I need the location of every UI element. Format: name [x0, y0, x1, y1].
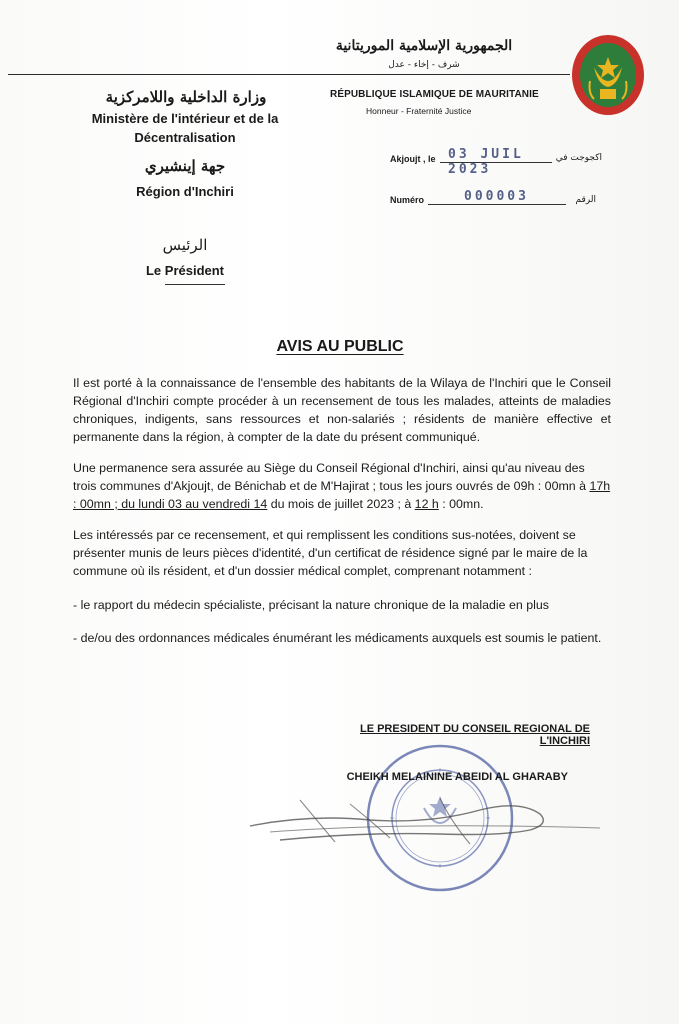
signatory-name: CHEIKH MELAININE ABEIDI AL GHARABY [346, 771, 568, 783]
region-arabic: جهة إينشيري [144, 157, 226, 175]
ministry-french-line1: Ministère de l'intérieur et de la [91, 111, 279, 126]
notice-paragraph-3: Les intéressés par ce recensement, et qui remplissent les conditions sus-notées, doivent se présenter munis de leurs pièces d'identité, d'un certificat de résidence signé par le maire de la commune où ils résident, et d'un dossier médical complet, comprenant notamment : [73, 528, 588, 578]
number-label-arabic: الرقم [575, 195, 596, 205]
number-field [428, 190, 566, 205]
paragraph-2-text-a: Une permanence sera assurée au Siège du Conseil Régional d'Inchiri, ainsi qu'au niveau des trois communes d'Akjoujt, de Bénichab et de M'Hajirat ; tous les jours ouvrés de 09h : 00mn à [73, 461, 590, 493]
notice-paragraph-1: Il est porté à la connaissance de l'ensemble des habitants de la Wilaya de l'Inchiri que le Conseil Régional d'Inchiri compte procéder à un recensement de tous les malades, atteints de maladies chroniques, indigents, sans ressources et non-salariés ; résidents de manière effective et permanente dans la région, à compter de la date du présent communiqué. [73, 376, 611, 444]
number-label-french: Numéro [390, 195, 425, 205]
republic-name-french: RÉPUBLIQUE ISLAMIQUE DE MAURITANIE [330, 89, 539, 100]
notice-list-item-1: - le rapport du médecin spécialiste, précisant la nature chronique de la maladie en plus [73, 598, 549, 612]
paragraph-2-text-c: : 00mn. [438, 497, 484, 511]
paragraph-2-underlined-hour: 12 h [414, 497, 439, 511]
ministry-french-line2: Décentralisation [134, 130, 236, 145]
ministry-arabic: وزارة الداخلية واللامركزية [105, 88, 267, 106]
president-arabic: الرئيس [162, 236, 208, 254]
signatory-title: LE PRESIDENT DU CONSEIL REGIONAL DE L'INCHIRI [359, 723, 590, 747]
paragraph-2-underlined-period: 17h : 00mn ; du lundi 03 au vendredi 14 [73, 479, 611, 511]
ministry-french [80, 109, 290, 147]
date-label-arabic: اكجوجت في [555, 153, 602, 163]
notice-paragraph-2 [73, 459, 611, 513]
national-emblem-icon [570, 33, 646, 117]
region-french: Région d'Inchiri [136, 184, 234, 199]
notice-list-item-2: - de/ou des ordonnances médicales énumérant les médicaments auxquels est soumis le patient. [73, 631, 602, 645]
motto-french: Honneur - Fraternité Justice [366, 106, 472, 116]
date-label-french: Akjoujt , le [390, 154, 436, 164]
notice-title: AVIS AU PUBLIC [276, 338, 404, 355]
president-french: Le Président [145, 263, 225, 278]
number-stamp-value: 000003 [464, 189, 529, 204]
motto-arabic: شرف - إخاء - عدل [388, 60, 460, 70]
date-field [440, 147, 552, 177]
header-divider [8, 74, 570, 75]
handwritten-signature-icon [240, 780, 610, 860]
date-stamp-value: 03 JUIL 2023 [448, 147, 524, 177]
president-underline [165, 284, 225, 285]
paragraph-2-text-b: du mois de juillet 2023 ; à [267, 497, 415, 511]
republic-name-arabic: الجمهورية الإسلامية الموريتانية [335, 38, 513, 54]
